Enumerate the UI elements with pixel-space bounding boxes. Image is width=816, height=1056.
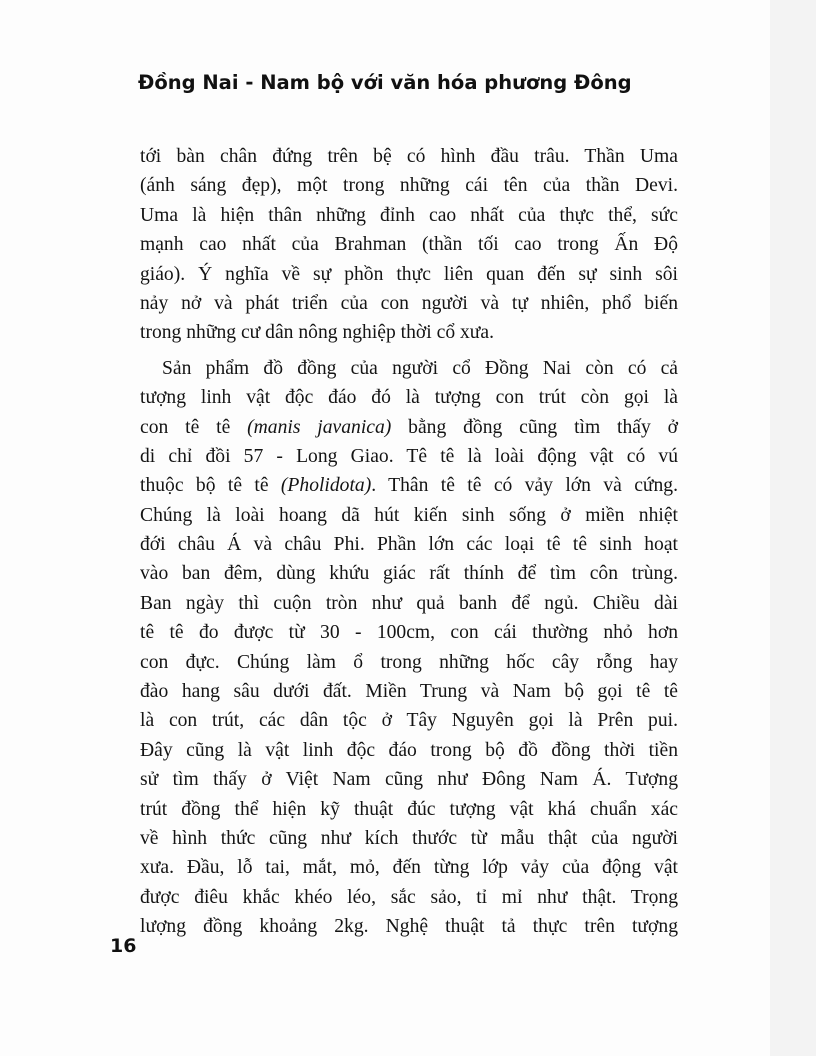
text-line: Chúng là loài hoang dã hút kiến sinh sống ở miền nhiệt <box>140 504 678 526</box>
text-line: (ánh sáng đẹp), một trong những cái tên của thần Devi. <box>140 175 678 197</box>
page-number: 16 <box>110 935 137 957</box>
scientific-name: (manis javanica) <box>247 416 392 438</box>
text-line: trút đồng thể hiện kỹ thuật đúc tượng vật khá chuẩn xác <box>140 798 678 820</box>
text-line: tới bàn chân đứng trên bệ có hình đầu trâu. Thần Uma <box>140 146 678 167</box>
text-line: con đực. Chúng làm ổ trong những hốc cây rỗng hay <box>140 651 678 673</box>
text-line: nảy nở và phát triển của con người và tự nhiên, phổ biến <box>140 292 678 314</box>
text-line: trong những cư dân nông nghiệp thời cổ xưa. <box>140 322 495 344</box>
text-line: Sản phẩm đồ đồng của người cổ Đồng Nai còn có cả <box>162 357 678 379</box>
text-line: con tê tê (manis javanica) bằng đồng cũng tìm thấy ở <box>140 416 678 438</box>
text-line: được điêu khắc khéo léo, sắc sảo, tỉ mỉ như thật. Trọng <box>140 886 678 908</box>
text-line: lượng đồng khoảng 2kg. Nghệ thuật tả thực trên tượng <box>140 916 678 938</box>
text-line: về hình thức cũng như kích thước từ mẫu thật của người <box>140 827 678 849</box>
text-line: tê tê đo được từ 30 - 100cm, con cái thường nhỏ hơn <box>140 622 678 644</box>
text-line: tượng linh vật độc đáo đó là tượng con trút còn gọi là <box>140 387 678 409</box>
text-line: xưa. Đầu, lỗ tai, mắt, mỏ, đến từng lớp vảy của động vật <box>140 857 678 879</box>
text-line: đào hang sâu dưới đất. Miền Trung và Nam bộ gọi tê tê <box>140 681 678 703</box>
text-line: thuộc bộ tê tê (Pholidota). Thân tê tê có vảy lớn và cứng. <box>140 475 679 497</box>
text-line: Uma là hiện thân những đỉnh cao nhất của thực thể, sức <box>140 204 678 226</box>
text-line: di chỉ đồi 57 - Long Giao. Tê tê là loài động vật có vú <box>140 445 678 467</box>
paragraph-1 <box>140 142 678 348</box>
scientific-name: (Pholidota) <box>280 475 372 497</box>
text-line: Đây cũng là vật linh độc đáo trong bộ đồ đồng thời tiền <box>140 739 678 761</box>
body-text <box>140 142 678 942</box>
text-line: Ban ngày thì cuộn tròn như quả banh để ngủ. Chiều dài <box>140 592 678 614</box>
paragraph-2 <box>140 354 678 942</box>
running-title: Đồng Nai - Nam bộ với văn hóa phương Đông <box>138 71 632 94</box>
text-line: đới châu Á và châu Phi. Phần lớn các loại tê tê sinh hoạt <box>140 534 678 556</box>
text-line: vào ban đêm, dùng khứu giác rất thính để tìm côn trùng. <box>140 563 678 585</box>
text-line: là con trút, các dân tộc ở Tây Nguyên gọi là Prên pui. <box>140 710 678 732</box>
text-line: sử tìm thấy ở Việt Nam cũng như Đông Nam Á. Tượng <box>140 769 678 791</box>
text-line: giáo). Ý nghĩa về sự phồn thực liên quan đến sự sinh sôi <box>140 263 678 285</box>
text-line: mạnh cao nhất của Brahman (thần tối cao trong Ấn Độ <box>140 234 678 256</box>
